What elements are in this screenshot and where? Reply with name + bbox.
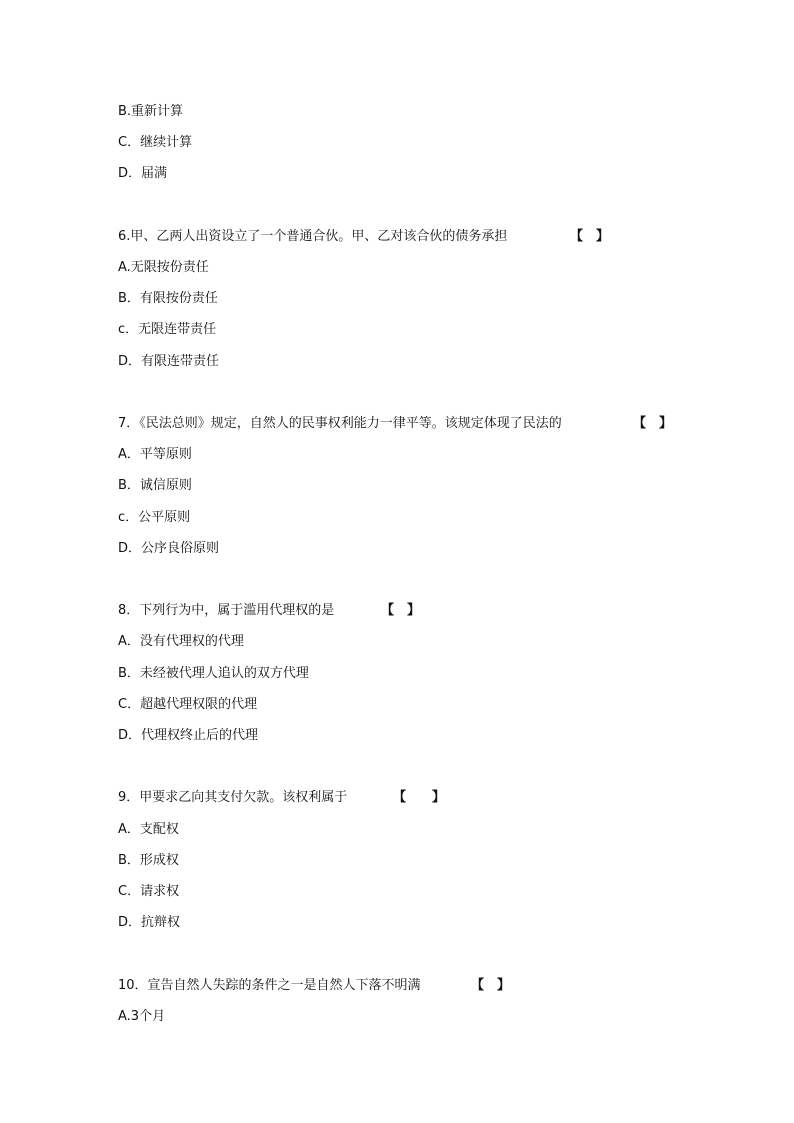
question-6-option-c: c．无限连带责任 bbox=[118, 322, 217, 337]
question-8-option-c: C．超越代理权限的代理 bbox=[118, 697, 258, 712]
question-8-option-a: A．没有代理权的代理 bbox=[118, 634, 244, 649]
question-7-option-b: B．诚信原则 bbox=[118, 478, 192, 493]
question-6-stem: 6.甲、乙两人出资设立了一个普通合伙。甲、乙对该合伙的债务承担 bbox=[118, 229, 508, 244]
question-10-option-a: A.3个月 bbox=[118, 1009, 166, 1024]
question-7-option-d: D．公序良俗原则 bbox=[118, 541, 220, 556]
question-6-option-b: B．有限按份责任 bbox=[118, 291, 218, 306]
question-8-answer-bracket: 【 】 bbox=[381, 603, 421, 618]
question-9-option-b: B．形成权 bbox=[118, 853, 179, 868]
question-8-stem: 8．下列行为中，属于滥用代理权的是 bbox=[118, 603, 335, 618]
option-prev-b: B.重新计算 bbox=[118, 104, 184, 119]
question-9-answer-bracket: 【 】 bbox=[393, 790, 446, 805]
question-10-answer-bracket: 【 】 bbox=[471, 978, 511, 993]
question-9-option-a: A．支配权 bbox=[118, 822, 179, 837]
question-7-option-c: c．公平原则 bbox=[118, 510, 191, 525]
question-6-option-d: D．有限连带责任 bbox=[118, 354, 220, 369]
question-8-option-d: D．代理权终止后的代理 bbox=[118, 728, 259, 743]
question-6-option-a: A.无限按份责任 bbox=[118, 260, 209, 275]
option-prev-d: D．届满 bbox=[118, 166, 168, 181]
question-7-option-a: A．平等原则 bbox=[118, 447, 192, 462]
question-8-option-b: B．未经被代理人追认的双方代理 bbox=[118, 666, 309, 681]
option-prev-c: C．继续计算 bbox=[118, 135, 193, 150]
question-6-answer-bracket: 【 】 bbox=[570, 229, 610, 244]
question-10-stem: 10．宣告自然人失踪的条件之一是自然人下落不明满 bbox=[118, 978, 421, 993]
question-9-option-d: D．抗辩权 bbox=[118, 915, 181, 930]
question-9-option-c: C．请求权 bbox=[118, 884, 180, 899]
question-9-stem: 9．甲要求乙向其支付欠款。该权利属于 bbox=[118, 790, 348, 805]
question-7-stem: 7．《民法总则》规定，自然人的民事权利能力一律平等。该规定体现了民法的 bbox=[118, 416, 562, 431]
question-7-answer-bracket: 【 】 bbox=[633, 416, 673, 431]
